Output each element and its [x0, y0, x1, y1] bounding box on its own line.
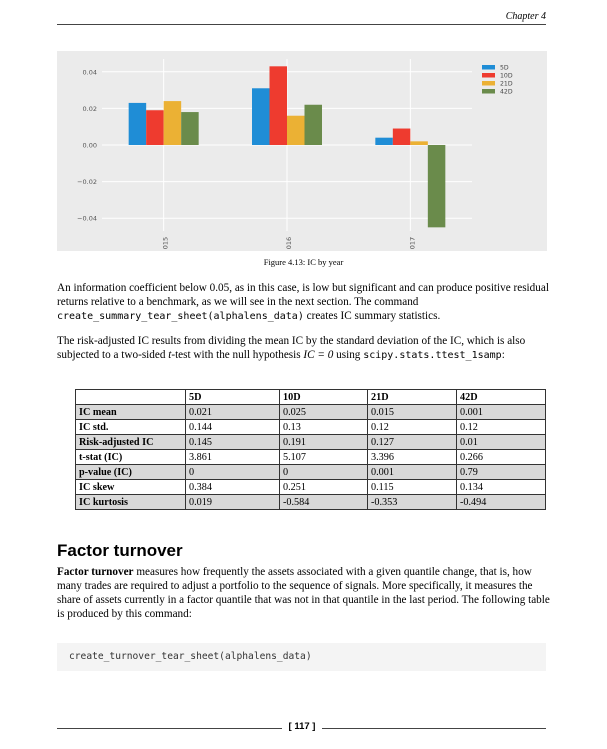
table-cell: 0.12	[368, 420, 457, 435]
inline-code: scipy.stats.ttest_1samp	[363, 350, 502, 361]
table-cell: 0.134	[457, 480, 546, 495]
table-cell: 0.384	[186, 480, 280, 495]
footer-rule-right	[322, 728, 546, 729]
table-cell: 0.015	[368, 405, 457, 420]
code-line: create_turnover_tear_sheet(alphalens_data)	[69, 651, 312, 662]
figure-caption: Figure 4.13: IC by year	[263, 257, 344, 267]
legend-label: 42D	[500, 88, 513, 96]
row-label: p-value (IC)	[76, 465, 186, 480]
table-cell: -0.353	[368, 495, 457, 510]
legend-label: 10D	[500, 72, 513, 80]
table-cell: 0.145	[186, 435, 280, 450]
table-cell: -0.494	[457, 495, 546, 510]
paragraph-risk-adjusted: The risk-adjusted IC results from dividing the mean IC by the standard deviation of the IC, which is also subjected to a two-sided t-test with the null hypothesis IC = 0 using scipy.stats.ttest_1samp:	[57, 335, 526, 361]
table-cell: 0.191	[280, 435, 368, 450]
table-row	[76, 450, 546, 465]
table-cell: 0.251	[280, 480, 368, 495]
bar-42d-2015	[181, 112, 199, 145]
table-cell: 0	[280, 465, 368, 480]
section-title: Factor turnover	[57, 541, 183, 560]
y-tick-label: 0.02	[82, 104, 97, 113]
paragraph-factor-turnover: Factor turnover measures how frequently the assets associated with a given quantile change, that is, how many trades are required to adjust a portfolio to the sequence of signals. More specifically, it measures the share of assets currently in a factor quantile that was not in that quantile in the last period. The following table is produced by this command:	[57, 566, 550, 620]
legend-label: 21D	[500, 80, 513, 88]
table-cell: 0.266	[457, 450, 546, 465]
bar-5d-2017	[375, 138, 393, 145]
table-cell: 0.025	[280, 405, 368, 420]
bar-10d-2017	[393, 129, 411, 145]
legend-swatch	[482, 89, 495, 94]
chapter-header: Chapter 4	[505, 11, 546, 22]
table-cell: 0.019	[186, 495, 280, 510]
table-header-row	[76, 390, 546, 405]
x-tick-label: 015	[161, 236, 170, 250]
table-header-cell: 5D	[186, 390, 280, 405]
row-label: Risk-adjusted IC	[76, 435, 186, 450]
table-cell: 0.001	[457, 405, 546, 420]
bar-21d-2015	[164, 101, 182, 145]
table-cell: 3.396	[368, 450, 457, 465]
x-tick-label: 017	[408, 236, 417, 250]
bar-21d-2016	[287, 116, 305, 145]
bar-5d-2016	[252, 88, 270, 145]
table-header-cell: 42D	[457, 390, 546, 405]
table-row	[76, 405, 546, 420]
legend-swatch	[482, 81, 495, 86]
y-tick-label: −0.02	[77, 178, 97, 187]
row-label: t-stat (IC)	[76, 450, 186, 465]
table-cell: 0.144	[186, 420, 280, 435]
y-tick-label: 0.00	[82, 141, 97, 150]
footer-rule-left	[57, 728, 282, 729]
bar-21d-2017	[410, 141, 428, 145]
table-cell: 0.115	[368, 480, 457, 495]
table-cell: 3.861	[186, 450, 280, 465]
legend-swatch	[482, 73, 495, 78]
inline-code: create_summary_tear_sheet(alphalens_data)	[57, 311, 304, 322]
legend-swatch	[482, 65, 495, 70]
x-tick-label: 016	[285, 236, 293, 250]
table-row	[76, 465, 546, 480]
table-cell: 0.127	[368, 435, 457, 450]
row-label: IC kurtosis	[76, 495, 186, 510]
row-label: IC skew	[76, 480, 186, 495]
bar-10d-2015	[146, 110, 164, 145]
code-block	[57, 643, 546, 671]
table-cell: 0.001	[368, 465, 457, 480]
table-header-cell: 21D	[368, 390, 457, 405]
table-row	[76, 435, 546, 450]
paragraph-ic-intro: An information coefficient below 0.05, as in this case, is low but significant and can produce positive residual returns relative to a benchmark, as we will see in the next section. The command create_summary_tear_sheet(alphalens_data) creates IC summary statistics.	[57, 282, 549, 322]
bar-42d-2017	[428, 145, 446, 227]
bar-5d-2015	[129, 103, 147, 145]
y-tick-label: −0.04	[77, 214, 97, 223]
table-cell: 0.021	[186, 405, 280, 420]
table-cell: 0.79	[457, 465, 546, 480]
page-number: [ 117 ]	[288, 721, 316, 732]
table-row	[76, 480, 546, 495]
bar-10d-2016	[270, 66, 288, 145]
table-cell: 0.12	[457, 420, 546, 435]
legend-label: 5D	[500, 64, 509, 72]
ic-by-year-chart	[57, 51, 547, 251]
header-rule	[57, 24, 546, 25]
table-cell: 0.13	[280, 420, 368, 435]
bar-42d-2016	[305, 105, 323, 145]
chart-canvas	[57, 51, 547, 251]
table-header-cell	[76, 390, 186, 405]
table-row	[76, 495, 546, 510]
y-tick-label: 0.04	[82, 68, 97, 77]
ic-summary-table	[75, 389, 546, 510]
row-label: IC mean	[76, 405, 186, 420]
table-row	[76, 420, 546, 435]
table-header-cell: 10D	[280, 390, 368, 405]
row-label: IC std.	[76, 420, 186, 435]
table-cell: 0	[186, 465, 280, 480]
table-cell: -0.584	[280, 495, 368, 510]
table-cell: 5.107	[280, 450, 368, 465]
table-cell: 0.01	[457, 435, 546, 450]
